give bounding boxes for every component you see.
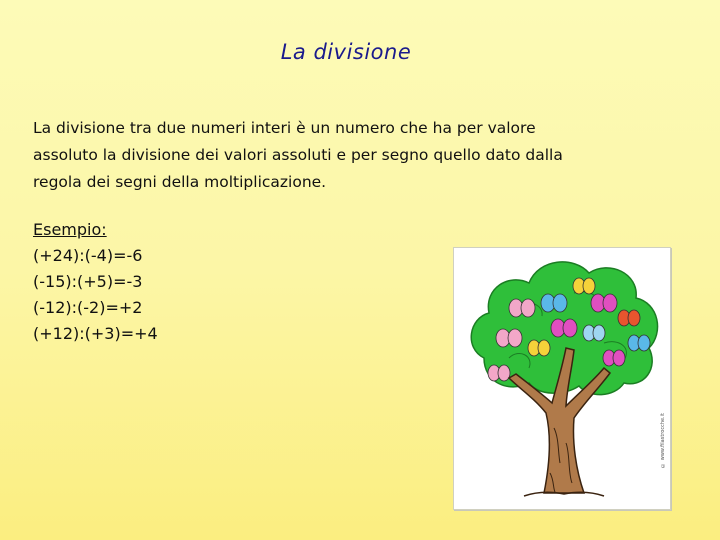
example-block xyxy=(33,217,158,347)
definition-line-1: La divisione tra due numeri interi è un numero che ha per valore xyxy=(33,119,536,137)
tree-drawing xyxy=(454,248,670,509)
definition-text xyxy=(33,115,683,196)
example-line-4: (+12):(+3)=+4 xyxy=(33,324,158,343)
definition-line-2: assoluto la divisione dei valori assoluti e per segno quello dato dalla xyxy=(33,146,563,164)
slide-title: La divisione xyxy=(280,40,412,64)
example-line-3: (-12):(-2)=+2 xyxy=(33,298,143,317)
definition-line-3: regola dei segni della moltiplicazione. xyxy=(33,173,327,191)
image-credit: © www.filastrocche.it xyxy=(660,413,666,468)
tree-illustration xyxy=(453,247,671,510)
example-line-1: (+24):(-4)=-6 xyxy=(33,246,143,265)
example-label: Esempio: xyxy=(33,220,107,239)
example-line-2: (-15):(+5)=-3 xyxy=(33,272,143,291)
